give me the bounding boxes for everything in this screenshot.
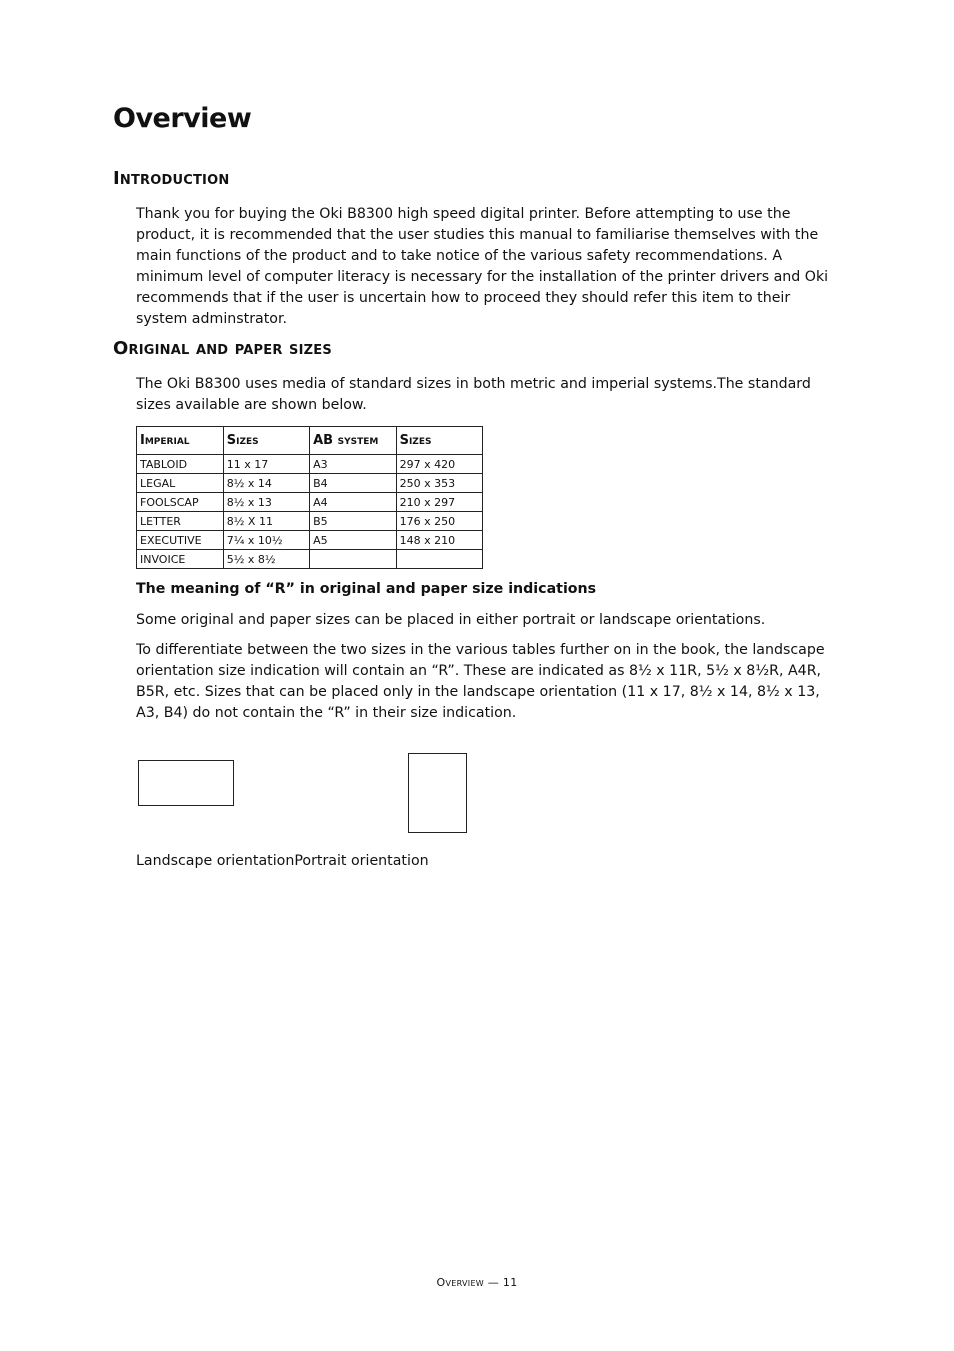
table-cell: A5 <box>310 531 396 550</box>
table-header-cell: Sizes <box>396 427 482 455</box>
table-cell: 210 x 297 <box>396 493 482 512</box>
r-meaning-paragraph-1: Some original and paper sizes can be placed in either portrait or landscape orientations. <box>136 612 766 628</box>
table-row <box>137 531 483 550</box>
table-row <box>137 550 483 569</box>
paper-sizes-table <box>136 426 483 569</box>
paper-sizes-heading: Original and paper sizes <box>113 338 332 359</box>
table-cell: 8½ X 11 <box>223 512 309 531</box>
table-row <box>137 512 483 531</box>
table-cell: A4 <box>310 493 396 512</box>
table-cell <box>396 550 482 569</box>
table-header-row <box>137 427 483 455</box>
table-cell <box>310 550 396 569</box>
page-footer: Overview — 11 <box>436 1276 518 1289</box>
table-row <box>137 455 483 474</box>
orientation-caption: Landscape orientationPortrait orientation <box>136 853 429 869</box>
table-cell: LETTER <box>137 512 224 531</box>
table-header-cell: Sizes <box>223 427 309 455</box>
table-cell: B5 <box>310 512 396 531</box>
table-cell: FOOLSCAP <box>137 493 224 512</box>
r-meaning-heading: The meaning of “R” in original and paper size indications <box>136 581 597 597</box>
table-cell: 8½ x 14 <box>223 474 309 493</box>
landscape-orientation-diagram <box>138 760 234 806</box>
introduction-paragraph: Thank you for buying the Oki B8300 high speed digital printer. Before attempting to use the product, it is recommended that the user studies this manual to familiarise themselves with the main functions of the product and to take notice of the various safety recommendations. A minimum level of computer literacy is necessary for the installation of the printer drivers and Oki recommends that if the user is uncertain how to proceed they should refer this item to their system adminstrator. <box>136 206 829 327</box>
table-cell: A3 <box>310 455 396 474</box>
table-cell: LEGAL <box>137 474 224 493</box>
table-cell: 148 x 210 <box>396 531 482 550</box>
table-cell: 7¼ x 10½ <box>223 531 309 550</box>
table-cell: 297 x 420 <box>396 455 482 474</box>
table-cell: B4 <box>310 474 396 493</box>
table-cell: 11 x 17 <box>223 455 309 474</box>
table-header-cell: AB system <box>310 427 396 455</box>
table-cell: 176 x 250 <box>396 512 482 531</box>
table-row <box>137 474 483 493</box>
introduction-heading: Introduction <box>113 168 230 189</box>
table-cell: TABLOID <box>137 455 224 474</box>
table-cell: INVOICE <box>137 550 224 569</box>
table-cell: EXECUTIVE <box>137 531 224 550</box>
table-cell: 250 x 353 <box>396 474 482 493</box>
table-cell: 8½ x 13 <box>223 493 309 512</box>
table-row <box>137 493 483 512</box>
table-header-cell: Imperial <box>137 427 224 455</box>
table-cell: 5½ x 8½ <box>223 550 309 569</box>
portrait-orientation-diagram <box>408 753 467 833</box>
r-meaning-paragraph-2: To differentiate between the two sizes in the various tables further on in the book, the landscape orientation size indication will contain an “R”. These are indicated as 8½ x 11R, 5½ x 8½R, A4R, B5R, etc. Sizes that can be placed only in the landscape orientation (11 x 17, 8½ x 14, 8½ x 13, A3, B4) do not contain the “R” in their size indication. <box>136 642 825 721</box>
page-title: Overview <box>113 103 252 134</box>
paper-sizes-intro: The Oki B8300 uses media of standard sizes in both metric and imperial systems.The standard sizes available are shown below. <box>136 376 811 413</box>
